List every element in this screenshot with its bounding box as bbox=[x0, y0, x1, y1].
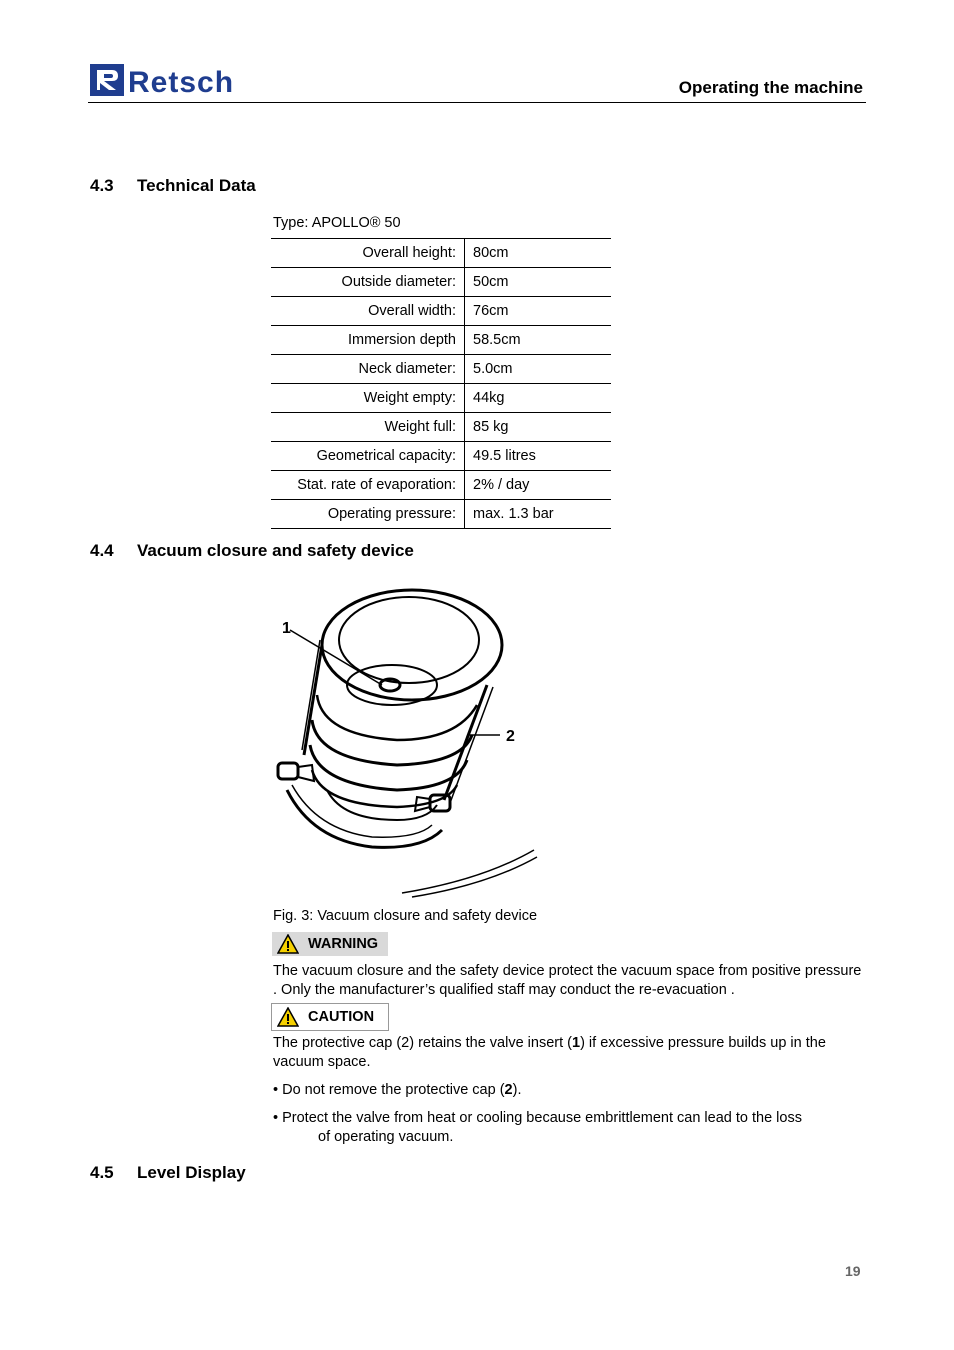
table-row bbox=[271, 268, 611, 297]
table-row bbox=[271, 355, 611, 384]
caution-badge bbox=[271, 1003, 389, 1031]
spec-label: Weight empty: bbox=[271, 384, 465, 413]
spec-value: 49.5 litres bbox=[465, 442, 612, 471]
technical-data-table bbox=[271, 238, 611, 529]
caution-label: CAUTION bbox=[308, 1009, 375, 1025]
section-number: 4.3 bbox=[90, 176, 114, 195]
warning-triangle-icon bbox=[277, 934, 299, 954]
figure-caption: Fig. 3: Vacuum closure and safety device bbox=[273, 908, 538, 924]
section-title: Level Display bbox=[137, 1163, 246, 1182]
section-heading-4-5 bbox=[90, 1163, 246, 1183]
table-row bbox=[271, 297, 611, 326]
type-label: Type: APOLLO® 50 bbox=[273, 215, 401, 231]
logo-wordmark: Retsch bbox=[128, 66, 235, 98]
page-number: 19 bbox=[845, 1263, 861, 1279]
section-heading-4-4 bbox=[90, 541, 414, 561]
warning-text: The vacuum closure and the safety device protect the vacuum space from positive pressure . Only the manufacturer’s qualified staff may conduct the re-evacuation . bbox=[273, 963, 862, 998]
spec-label: Geometrical capacity: bbox=[271, 442, 465, 471]
section-number: 4.5 bbox=[90, 1163, 114, 1182]
caution-triangle-icon bbox=[277, 1007, 299, 1027]
section-title: Vacuum closure and safety device bbox=[137, 541, 414, 560]
spec-label: Overall height: bbox=[271, 239, 465, 268]
spec-value: 85 kg bbox=[465, 413, 612, 442]
vacuum-closure-figure bbox=[272, 575, 547, 900]
table-row bbox=[271, 442, 611, 471]
section-heading-4-3 bbox=[90, 176, 256, 196]
table-row bbox=[271, 326, 611, 355]
caution-text: The protective cap (2) retains the valve insert (1) if excessive pressure builds up in the vacuum space. bbox=[273, 1035, 826, 1070]
header-title: Operating the machine bbox=[678, 78, 863, 97]
table-row bbox=[271, 239, 611, 268]
spec-value: 2% / day bbox=[465, 471, 612, 500]
warning-badge bbox=[272, 932, 388, 956]
warning-label: WARNING bbox=[308, 936, 379, 952]
bullet-item: • Protect the valve from heat or cooling because embrittlement can lead to the loss of operating vacuum. bbox=[273, 1110, 802, 1145]
spec-label: Immersion depth bbox=[271, 326, 465, 355]
retsch-logo bbox=[90, 62, 260, 98]
section-number: 4.4 bbox=[90, 541, 114, 560]
table-row bbox=[271, 500, 611, 529]
spec-label: Overall width: bbox=[271, 297, 465, 326]
table-row bbox=[271, 471, 611, 500]
table-row bbox=[271, 413, 611, 442]
spec-label: Neck diameter: bbox=[271, 355, 465, 384]
section-title: Technical Data bbox=[137, 176, 256, 195]
callout-2: 2 bbox=[506, 728, 515, 745]
header-divider bbox=[88, 102, 866, 103]
bullet-item: • Do not remove the protective cap (2). bbox=[273, 1082, 522, 1098]
spec-value: 80cm bbox=[465, 239, 612, 268]
spec-label: Weight full: bbox=[271, 413, 465, 442]
spec-label: Outside diameter: bbox=[271, 268, 465, 297]
spec-value: 76cm bbox=[465, 297, 612, 326]
spec-value: 44kg bbox=[465, 384, 612, 413]
spec-value: 58.5cm bbox=[465, 326, 612, 355]
spec-value: 5.0cm bbox=[465, 355, 612, 384]
table-row bbox=[271, 384, 611, 413]
spec-label: Operating pressure: bbox=[271, 500, 465, 529]
spec-value: 50cm bbox=[465, 268, 612, 297]
callout-1: 1 bbox=[282, 620, 291, 637]
spec-label: Stat. rate of evaporation: bbox=[271, 471, 465, 500]
spec-value: max. 1.3 bar bbox=[465, 500, 612, 529]
